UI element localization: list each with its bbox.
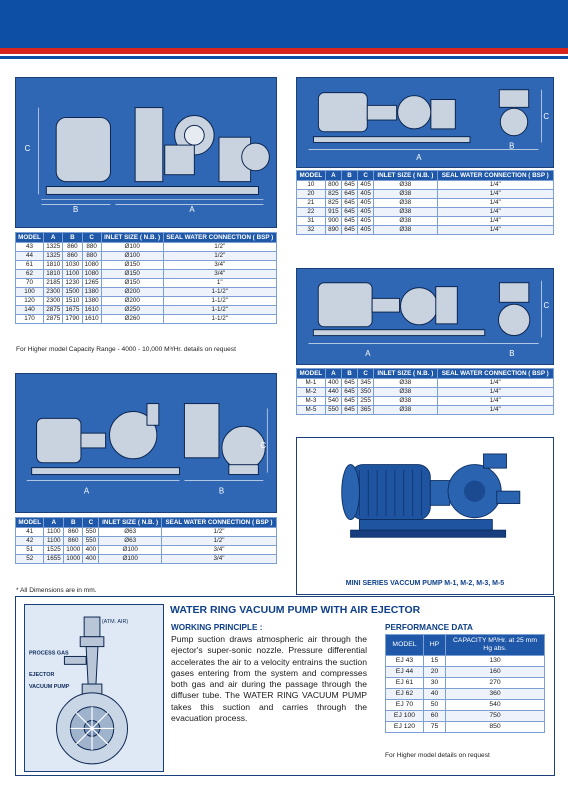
table-row xyxy=(16,279,277,288)
table-cell: 1510 xyxy=(63,297,82,306)
col-header: MODEL xyxy=(297,369,326,379)
table-cell: 860 xyxy=(63,243,82,252)
col-header: SEAL WATER CONNECTION ( BSP ) xyxy=(161,518,276,528)
table-cell: 3/4" xyxy=(163,270,277,279)
table-cell: Ø38 xyxy=(374,397,437,406)
table-cell: 120 xyxy=(16,297,44,306)
spec-table-3 xyxy=(296,368,554,415)
table-cell: 825 xyxy=(325,199,341,208)
dim-label-c: C xyxy=(543,301,550,311)
table-cell: 1-1/2" xyxy=(163,288,277,297)
col-header: B xyxy=(63,233,82,243)
table-row xyxy=(16,252,277,261)
table-cell: Ø38 xyxy=(374,379,437,388)
table-cell: 645 xyxy=(341,199,357,208)
pump-photo xyxy=(296,437,554,595)
table-cell: Ø63 xyxy=(99,528,162,537)
table-cell: 915 xyxy=(325,208,341,217)
table-cell: 345 xyxy=(358,379,374,388)
table-header-row xyxy=(297,171,554,181)
table-cell: 2875 xyxy=(44,306,63,315)
table-cell: 44 xyxy=(16,252,44,261)
table-cell: Ø38 xyxy=(374,190,437,199)
table-cell: 405 xyxy=(358,208,374,217)
table-row xyxy=(297,388,554,397)
label-process-gas: PROCESS GAS xyxy=(28,650,69,657)
table-row xyxy=(16,261,277,270)
table-cell: 365 xyxy=(358,406,374,415)
dim-label-a: A xyxy=(365,349,371,359)
table-cell: Ø63 xyxy=(99,537,162,546)
table-cell: 1/4" xyxy=(437,190,553,199)
table-cell: 1/4" xyxy=(437,379,553,388)
table-cell: 41 xyxy=(16,528,44,537)
table1-note: For Higher model Capacity Range - 4000 - 10,000 M³/Hr. details on request xyxy=(16,346,236,353)
table-cell: 3/4" xyxy=(163,261,277,270)
col-header: INLET SIZE ( N.B. ) xyxy=(101,233,163,243)
table-cell: 1/4" xyxy=(437,208,553,217)
col-header: B xyxy=(63,518,83,528)
table-cell: 130 xyxy=(446,656,545,667)
dim-label-a: A xyxy=(189,205,195,215)
table-cell: EJ 120 xyxy=(386,722,424,733)
table-cell: 170 xyxy=(16,315,44,324)
table-cell: 51 xyxy=(16,546,44,555)
dim-label-b: B xyxy=(218,486,225,496)
col-header: B xyxy=(341,171,357,181)
table-header-row xyxy=(386,635,545,656)
table-cell: 1/4" xyxy=(437,199,553,208)
col-header: C xyxy=(358,369,374,379)
pump-diagram-bottom-left xyxy=(15,373,277,513)
table-cell: EJ 44 xyxy=(386,667,424,678)
table-cell: 645 xyxy=(341,226,357,235)
table-cell: 1/2" xyxy=(161,537,276,546)
table-cell: 140 xyxy=(16,306,44,315)
table-cell: Ø200 xyxy=(101,297,163,306)
table-cell: 825 xyxy=(325,190,341,199)
footer-band xyxy=(0,784,568,800)
col-header: INLET SIZE ( N.B. ) xyxy=(374,171,437,181)
performance-table xyxy=(385,634,545,733)
pump-diagram-large xyxy=(15,77,277,228)
table-cell: EJ 70 xyxy=(386,700,424,711)
table-cell: 890 xyxy=(325,226,341,235)
col-header: INLET SIZE ( N.B. ) xyxy=(374,369,437,379)
table-cell: 360 xyxy=(446,689,545,700)
table-cell: 1000 xyxy=(63,555,83,564)
table-cell: 60 xyxy=(424,711,446,722)
table-row xyxy=(16,315,277,324)
table-cell: 1655 xyxy=(44,555,64,564)
label-atm-air: (ATM. AIR) xyxy=(101,618,129,625)
table-row xyxy=(16,555,277,564)
table-cell: 1/2" xyxy=(161,528,276,537)
col-header: C xyxy=(358,171,374,181)
table-cell: 160 xyxy=(446,667,545,678)
table-cell: 645 xyxy=(341,208,357,217)
table-cell: 350 xyxy=(358,388,374,397)
table-row xyxy=(16,528,277,537)
table-cell: Ø150 xyxy=(101,261,163,270)
label-vacuum-pump: VACUUM PUMP xyxy=(28,684,70,690)
table-cell: 1500 xyxy=(63,288,82,297)
table-cell: 22 xyxy=(297,208,326,217)
table-row xyxy=(16,537,277,546)
table-cell: 10 xyxy=(297,181,326,190)
table-cell: 20 xyxy=(297,190,326,199)
dim-label-c: C xyxy=(543,112,549,122)
table-cell: 880 xyxy=(82,243,101,252)
table-row xyxy=(297,217,554,226)
table-cell: 32 xyxy=(297,226,326,235)
table-cell: 2300 xyxy=(44,288,63,297)
table-cell: M-5 xyxy=(297,406,326,415)
table-cell: 3/4" xyxy=(161,546,276,555)
table-cell: 400 xyxy=(83,546,99,555)
table-cell: 550 xyxy=(325,406,341,415)
table-cell: 3/4" xyxy=(161,555,276,564)
table-cell: 1080 xyxy=(82,261,101,270)
table-row xyxy=(386,722,545,733)
table-cell: 880 xyxy=(82,252,101,261)
table-cell: 900 xyxy=(325,217,341,226)
dim-label-b: B xyxy=(509,349,515,359)
table-cell: 100 xyxy=(16,288,44,297)
header-band xyxy=(0,0,568,48)
table-cell: 550 xyxy=(83,537,99,546)
table-cell: 1/4" xyxy=(437,406,553,415)
table-cell: Ø38 xyxy=(374,217,437,226)
table-cell: 400 xyxy=(83,555,99,564)
table-row xyxy=(16,270,277,279)
table-row xyxy=(297,406,554,415)
table-cell: 2185 xyxy=(44,279,63,288)
table-cell: 70 xyxy=(16,279,44,288)
table-cell: 550 xyxy=(83,528,99,537)
table-cell: 1810 xyxy=(44,261,63,270)
spec-table-1 xyxy=(15,232,277,324)
table-cell: Ø38 xyxy=(374,406,437,415)
table-cell: 405 xyxy=(358,199,374,208)
table-cell: 15 xyxy=(424,656,446,667)
table-cell: 42 xyxy=(16,537,44,546)
table-cell: 1" xyxy=(163,279,277,288)
pump-photo-caption: MINI SERIES VACCUM PUMP M-1, M-2, M-3, M-5 xyxy=(345,580,505,587)
table-cell: 1/4" xyxy=(437,226,553,235)
table-cell: 1/4" xyxy=(437,217,553,226)
table-row xyxy=(297,208,554,217)
table-cell: Ø260 xyxy=(101,315,163,324)
table-cell: 645 xyxy=(341,406,357,415)
table-cell: 1/2" xyxy=(163,243,277,252)
table-row xyxy=(386,711,545,722)
table-cell: 40 xyxy=(424,689,446,700)
table-row xyxy=(297,397,554,406)
dim-label-a: A xyxy=(83,486,90,496)
table-row xyxy=(386,656,545,667)
table-row xyxy=(386,678,545,689)
table-cell: Ø150 xyxy=(101,279,163,288)
table-cell: 20 xyxy=(424,667,446,678)
table-header-row xyxy=(297,369,554,379)
table-cell: Ø150 xyxy=(101,270,163,279)
table-cell: EJ 61 xyxy=(386,678,424,689)
col-header: C xyxy=(82,233,101,243)
ejector-section-title: WATER RING VACUUM PUMP WITH AIR EJECTOR xyxy=(170,604,421,616)
col-header: SEAL WATER CONNECTION ( BSP ) xyxy=(163,233,277,243)
table-cell: 1000 xyxy=(63,546,83,555)
dim-label-a: A xyxy=(416,153,422,163)
table-cell: 1100 xyxy=(44,537,64,546)
dim-label-c: C xyxy=(260,440,267,450)
table-row xyxy=(16,243,277,252)
table-cell: 750 xyxy=(446,711,545,722)
table-cell: Ø200 xyxy=(101,288,163,297)
table-cell: 61 xyxy=(16,261,44,270)
table-cell: 21 xyxy=(297,199,326,208)
table-cell: 540 xyxy=(325,397,341,406)
col-header: SEAL WATER CONNECTION ( BSP ) xyxy=(437,369,553,379)
table-cell: 1/2" xyxy=(163,252,277,261)
table-cell: Ø38 xyxy=(374,208,437,217)
table-row xyxy=(386,689,545,700)
table-cell: 645 xyxy=(341,397,357,406)
table-cell: Ø100 xyxy=(101,252,163,261)
table-cell: Ø38 xyxy=(374,226,437,235)
col-header: C xyxy=(83,518,99,528)
ejector-diagram xyxy=(24,604,164,772)
table-cell: 1610 xyxy=(82,315,101,324)
col-header: MODEL xyxy=(386,635,424,656)
table-cell: 255 xyxy=(358,397,374,406)
table-cell: 1380 xyxy=(82,297,101,306)
working-principle-text: Pump suction draws atmospheric air through the ejector's super-sonic nozzle. Pressure differential accelerates the air to a velocity entrains the suction gases entering from the system and compresses both gas and air during the passage through the diffuser tube. The WATER RING VACUUM PUMP takes this suction and carries through the evacuation process. xyxy=(171,634,367,724)
table-cell: 31 xyxy=(297,217,326,226)
col-header: A xyxy=(44,518,64,528)
table-cell: Ø38 xyxy=(374,199,437,208)
working-principle-title: WORKING PRINCIPLE : xyxy=(171,623,263,632)
table-cell: 1675 xyxy=(63,306,82,315)
table-cell: 860 xyxy=(63,537,83,546)
table-cell: 1790 xyxy=(63,315,82,324)
table-cell: 860 xyxy=(63,528,83,537)
table-row xyxy=(16,306,277,315)
table-cell: 800 xyxy=(325,181,341,190)
table-cell: 1100 xyxy=(44,528,64,537)
table-header-row xyxy=(16,518,277,528)
table-cell: 1100 xyxy=(63,270,82,279)
table-cell: 645 xyxy=(341,190,357,199)
table-cell: 50 xyxy=(424,700,446,711)
table-cell: EJ 62 xyxy=(386,689,424,700)
table-cell: 1380 xyxy=(82,288,101,297)
table-cell: 440 xyxy=(325,388,341,397)
table-cell: 1-1/2" xyxy=(163,315,277,324)
spec-table-2 xyxy=(296,170,554,235)
table-cell: 2875 xyxy=(44,315,63,324)
table-cell: 405 xyxy=(358,217,374,226)
table-row xyxy=(16,288,277,297)
col-header: A xyxy=(325,369,341,379)
table-cell: 1230 xyxy=(63,279,82,288)
table-cell: 52 xyxy=(16,555,44,564)
table-cell: 1/4" xyxy=(437,388,553,397)
table-cell: 62 xyxy=(16,270,44,279)
table-cell: 1/4" xyxy=(437,397,553,406)
table-cell: 1325 xyxy=(44,243,63,252)
table-row xyxy=(297,379,554,388)
table-cell: 30 xyxy=(424,678,446,689)
table-row xyxy=(386,667,545,678)
dimensions-note: * All Dimensions are in mm. xyxy=(16,587,97,594)
table-row xyxy=(297,181,554,190)
label-ejector: EJECTOR xyxy=(28,672,55,679)
table-cell: 540 xyxy=(446,700,545,711)
table-cell: 1-1/2" xyxy=(163,297,277,306)
table-cell: M-2 xyxy=(297,388,326,397)
table-row xyxy=(386,700,545,711)
dim-label-b: B xyxy=(509,141,515,151)
table-cell: 75 xyxy=(424,722,446,733)
table-cell: 1/4" xyxy=(437,181,553,190)
table-cell: 1610 xyxy=(82,306,101,315)
table-cell: 645 xyxy=(341,379,357,388)
col-header: A xyxy=(44,233,63,243)
col-header: MODEL xyxy=(16,233,44,243)
table-cell: 1030 xyxy=(63,261,82,270)
table-cell: 270 xyxy=(446,678,545,689)
col-header: HP xyxy=(424,635,446,656)
table-cell: Ø100 xyxy=(99,555,162,564)
table-row xyxy=(297,190,554,199)
performance-data-title: PERFORMANCE DATA xyxy=(385,623,473,632)
pump-diagram-mid-right xyxy=(296,268,554,365)
table-cell: Ø100 xyxy=(99,546,162,555)
performance-note: For Higher model details on request xyxy=(385,752,490,759)
table-cell: Ø38 xyxy=(374,181,437,190)
table-cell: 405 xyxy=(358,181,374,190)
dim-label-b: B xyxy=(72,205,79,215)
table-header-row xyxy=(16,233,277,243)
col-header: CAPACITY M³/Hr. at 25 mm Hg abs. xyxy=(446,635,545,656)
col-header: B xyxy=(341,369,357,379)
table-cell: 1-1/2" xyxy=(163,306,277,315)
table-cell: 645 xyxy=(341,388,357,397)
table-cell: 400 xyxy=(325,379,341,388)
col-header: A xyxy=(325,171,341,181)
table-cell: Ø100 xyxy=(101,243,163,252)
dim-label-c: C xyxy=(24,144,31,154)
table-cell: 405 xyxy=(358,226,374,235)
table-cell: 1265 xyxy=(82,279,101,288)
table-row xyxy=(16,297,277,306)
table-cell: 645 xyxy=(341,181,357,190)
table-cell: M-3 xyxy=(297,397,326,406)
table-cell: 850 xyxy=(446,722,545,733)
table-cell: 1810 xyxy=(44,270,63,279)
table-row xyxy=(297,199,554,208)
header-blue-stripe xyxy=(0,56,568,59)
table-cell: EJ 43 xyxy=(386,656,424,667)
pump-diagram-top-right xyxy=(296,77,554,168)
table-row xyxy=(16,546,277,555)
table-cell: 860 xyxy=(63,252,82,261)
table-cell: Ø250 xyxy=(101,306,163,315)
table-cell: 2300 xyxy=(44,297,63,306)
col-header: SEAL WATER CONNECTION ( BSP ) xyxy=(437,171,553,181)
table-row xyxy=(297,226,554,235)
table-cell: EJ 100 xyxy=(386,711,424,722)
col-header: MODEL xyxy=(16,518,44,528)
spec-table-4 xyxy=(15,517,277,564)
table-cell: 43 xyxy=(16,243,44,252)
table-cell: 405 xyxy=(358,190,374,199)
table-cell: 1325 xyxy=(44,252,63,261)
table-cell: 645 xyxy=(341,217,357,226)
pump-photo-image xyxy=(297,438,553,578)
table-cell: 1080 xyxy=(82,270,101,279)
col-header: MODEL xyxy=(297,171,326,181)
table-cell: Ø38 xyxy=(374,388,437,397)
table-cell: M-1 xyxy=(297,379,326,388)
table-cell: 1525 xyxy=(44,546,64,555)
col-header: INLET SIZE ( N.B. ) xyxy=(99,518,162,528)
